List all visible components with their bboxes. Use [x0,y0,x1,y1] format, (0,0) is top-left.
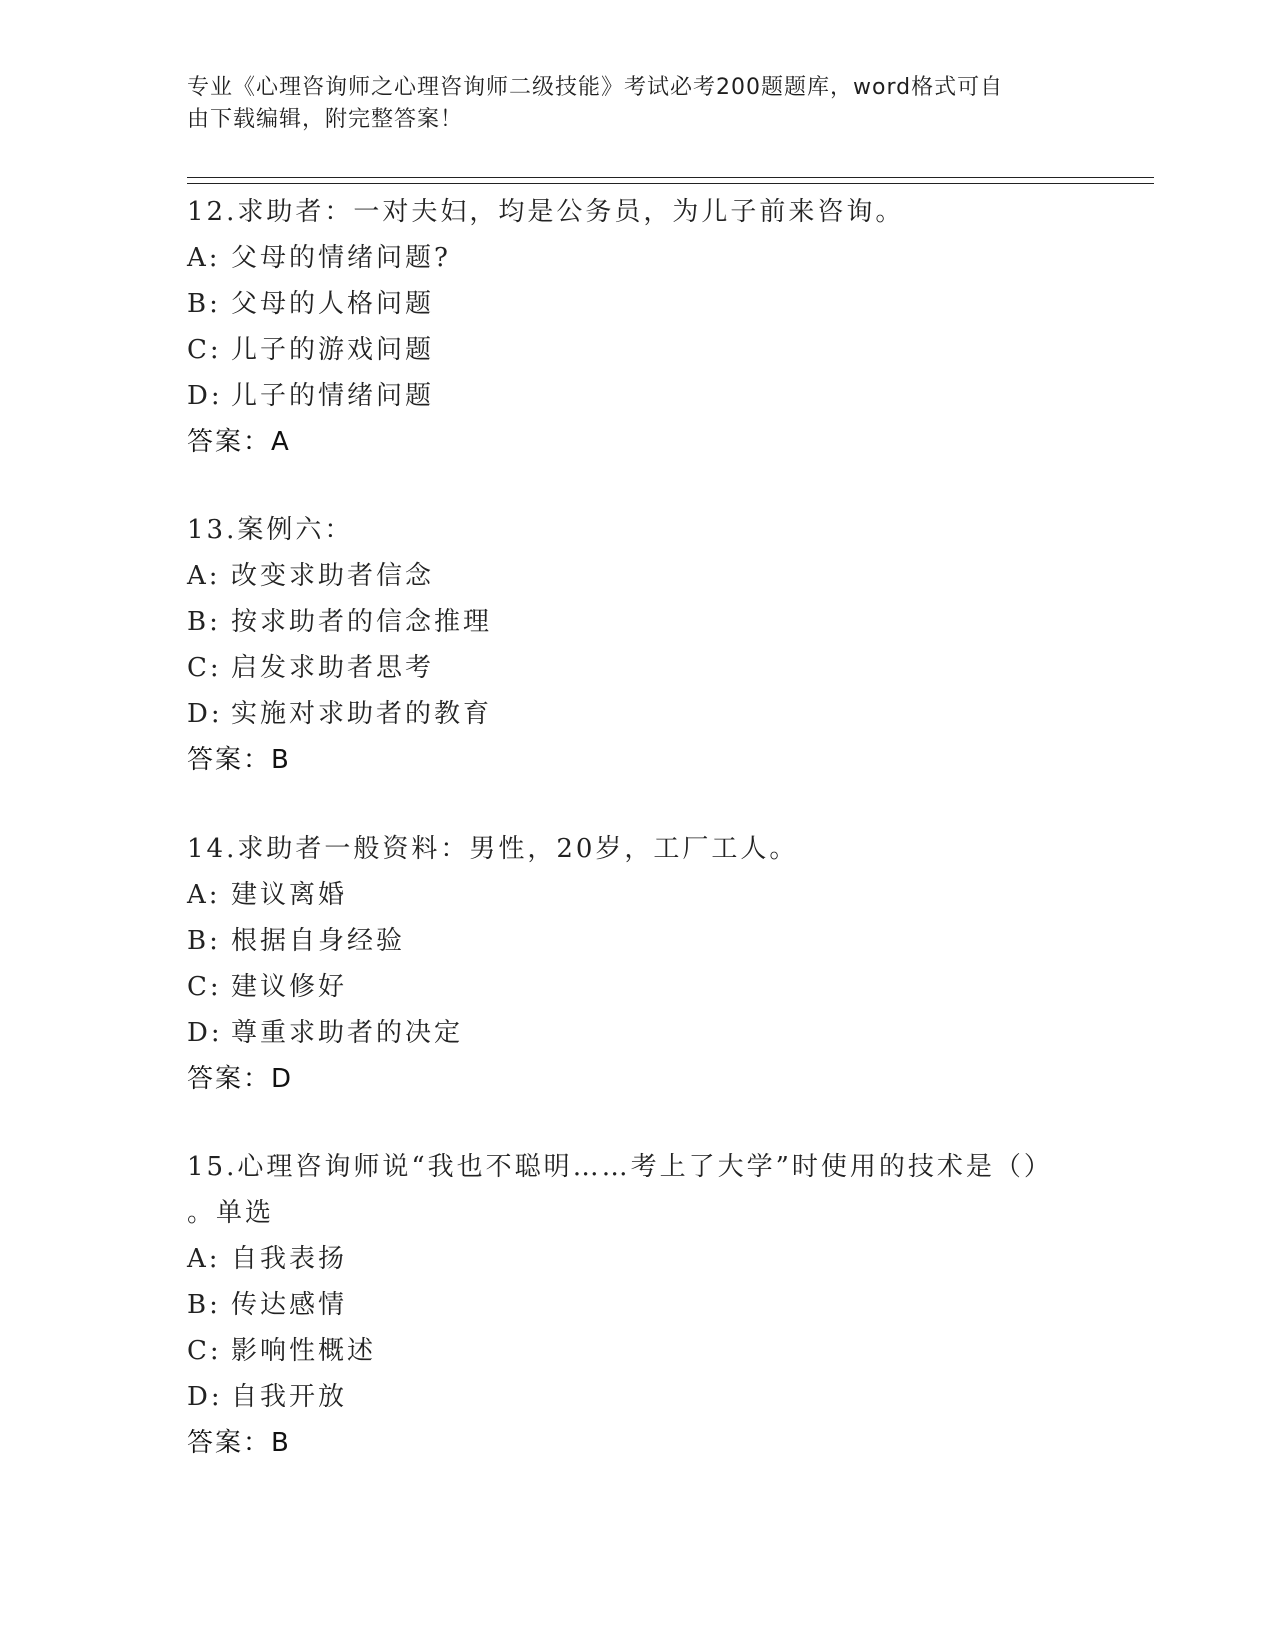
option-letter: A: [187,880,221,910]
option-d [187,1374,1087,1420]
option-c [187,645,1087,691]
answer-label: 答案： [187,427,272,457]
answer-line [187,737,1087,783]
question-stem: 14.求助者一般资料：男性，20岁，工厂工人。 [187,834,799,864]
option-letter: A: [187,243,221,273]
header-line-1: 专业《心理咨询师之心理咨询师二级技能》考试必考200题题库，word格式可自 [187,75,1004,100]
question-stem: 13.案例六： [187,515,354,545]
option-letter: C: [187,653,222,683]
question-13 [187,507,1087,783]
option-letter: A: [187,1244,221,1274]
header-divider-bottom [187,183,1154,184]
option-a [187,872,1087,918]
answer-label: 答案： [187,1428,272,1458]
option-text: 建议修好 [231,972,348,1002]
answer-value: A [271,427,291,457]
answer-value: B [271,1428,291,1458]
option-c [187,327,1087,373]
option-letter: C: [187,1336,222,1366]
option-d [187,691,1087,737]
option-text: 改变求助者信念 [231,561,435,591]
option-b [187,918,1087,964]
option-a [187,235,1087,281]
option-text: 自我开放 [231,1382,348,1412]
option-letter: B: [187,289,221,319]
option-letter: D: [187,381,223,411]
option-a [187,1236,1087,1282]
answer-line [187,1056,1087,1102]
option-text: 父母的人格问题 [231,289,435,319]
question-stem: 15.心理咨询师说“我也不聪明……考上了大学”时使用的技术是（） [187,1152,1053,1182]
option-letter: A: [187,561,221,591]
option-d [187,1010,1087,1056]
answer-label: 答案： [187,745,272,775]
option-text: 按求助者的信念推理 [231,607,493,637]
option-text: 传达感情 [231,1290,348,1320]
option-text: 启发求助者思考 [231,653,435,683]
option-text: 尊重求助者的决定 [231,1018,464,1048]
document-header [187,72,1067,136]
answer-value: D [271,1064,294,1094]
option-text: 儿子的情绪问题 [231,381,435,411]
option-letter: D: [187,1382,223,1412]
option-letter: B: [187,926,221,956]
question-stem: 12.求助者：一对夫妇，均是公务员，为儿子前来咨询。 [187,197,905,227]
answer-value: B [271,745,291,775]
option-letter: D: [187,699,223,729]
option-text: 父母的情绪问题? [231,243,451,273]
answer-line [187,419,1087,465]
option-text: 建议离婚 [231,880,348,910]
option-text: 影响性概述 [231,1336,377,1366]
option-letter: C: [187,972,222,1002]
question-15 [187,1144,1087,1466]
answer-label: 答案： [187,1064,272,1094]
option-b [187,599,1087,645]
option-letter: D: [187,1018,223,1048]
question-14 [187,826,1087,1102]
option-text: 自我表扬 [231,1244,348,1274]
option-a [187,553,1087,599]
option-text: 儿子的游戏问题 [231,335,435,365]
answer-line [187,1420,1087,1466]
option-letter: B: [187,607,221,637]
option-c [187,1328,1087,1374]
option-b [187,1282,1087,1328]
option-letter: C: [187,335,222,365]
option-text: 根据自身经验 [231,926,406,956]
option-text: 实施对求助者的教育 [231,699,493,729]
option-letter: B: [187,1290,221,1320]
option-c [187,964,1087,1010]
header-divider-top [187,177,1154,178]
option-d [187,373,1087,419]
question-12 [187,189,1087,465]
question-stem-continued: 。单选 [187,1198,275,1228]
header-line-2: 由下载编辑，附完整答案！ [187,107,464,132]
option-b [187,281,1087,327]
